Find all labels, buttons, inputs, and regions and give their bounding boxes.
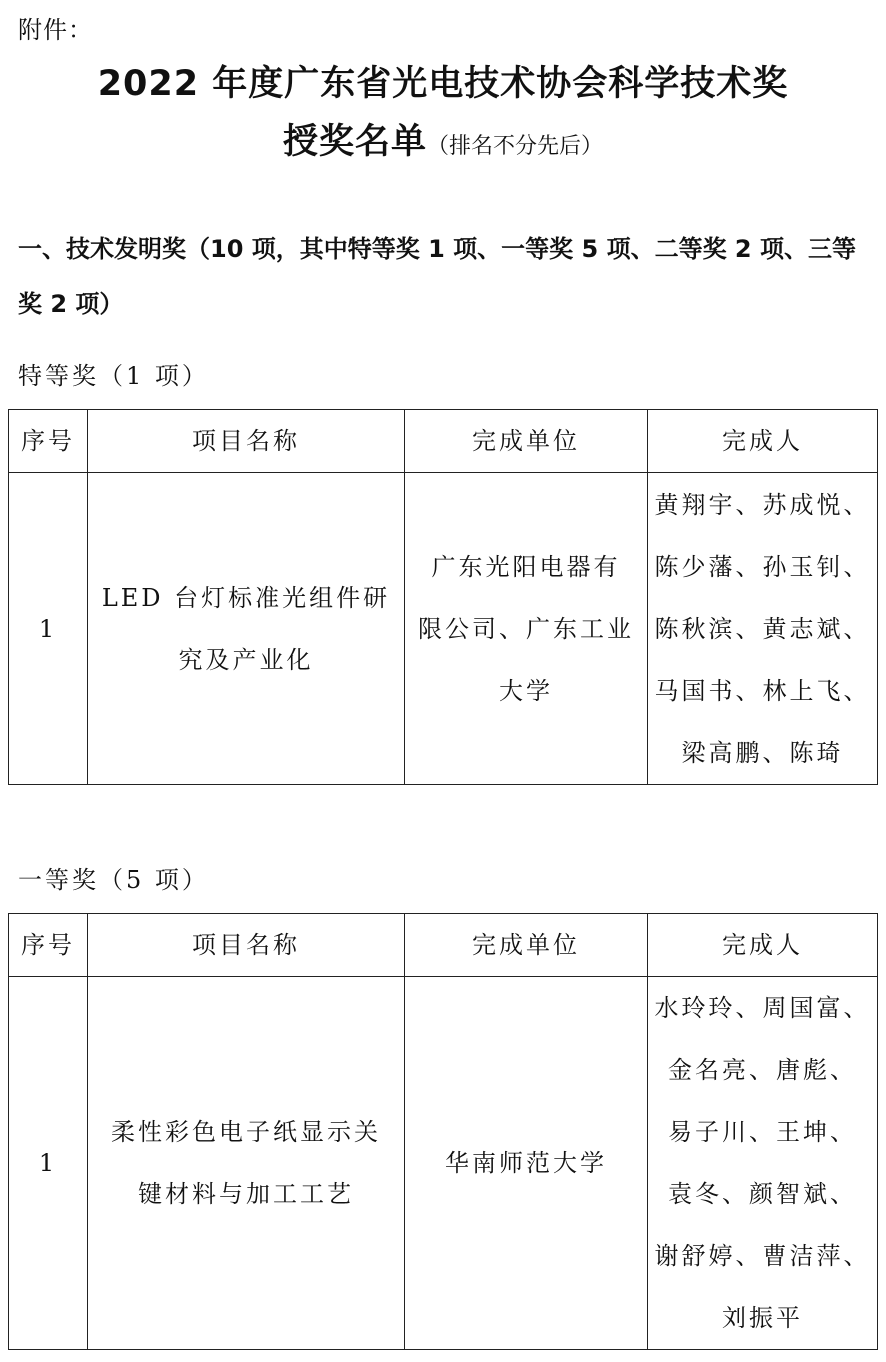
unit-line: 大学 <box>499 676 553 705</box>
people-line: 陈少藩、孙玉钊、 <box>654 552 871 581</box>
header-unit: 完成单位 <box>405 410 648 473</box>
people-line: 金名亮、唐彪、 <box>668 1056 857 1084</box>
people-line: 谢舒婷、曹洁萍、 <box>654 1242 871 1270</box>
award-level-heading-special: 特等奖（1 项） <box>18 362 209 390</box>
unit-line: 广东光阳电器有 <box>431 552 621 581</box>
cell-unit <box>405 977 648 1350</box>
unit-line: 限公司、广东工业 <box>418 614 634 643</box>
people-line: 易子川、王坤、 <box>668 1118 857 1146</box>
project-line: 柔性彩色电子纸显示关 <box>111 1118 381 1146</box>
subtitle-note: （排名不分先后） <box>427 134 604 159</box>
people-line: 刘振平 <box>722 1304 803 1332</box>
cell-people <box>648 473 878 785</box>
cell-project <box>88 473 405 785</box>
people-line: 梁高鹏、陈琦 <box>681 738 844 767</box>
people-line: 袁冬、颜智斌、 <box>668 1180 857 1208</box>
award-level-heading-first: 一等奖（5 项） <box>18 866 209 894</box>
header-people: 完成人 <box>648 914 878 977</box>
header-no: 序号 <box>9 914 88 977</box>
cell-project <box>88 977 405 1350</box>
award-table-special <box>8 409 878 785</box>
unit-line: 华南师范大学 <box>445 1149 607 1177</box>
header-project: 项目名称 <box>88 914 405 977</box>
cell-unit <box>405 473 648 785</box>
cell-no: 1 <box>9 977 88 1350</box>
document-title: 2022 年度广东省光电技术协会科学技术奖 <box>97 64 789 104</box>
people-line: 陈秋滨、黄志斌、 <box>654 614 871 643</box>
project-line: 究及产业化 <box>178 645 314 674</box>
attachment-label: 附件： <box>18 16 93 44</box>
people-line: 黄翔宇、苏成悦、 <box>654 490 871 519</box>
cell-no: 1 <box>9 473 88 785</box>
document-subtitle <box>0 114 886 164</box>
header-project: 项目名称 <box>88 410 405 473</box>
section-heading-technical-invention: 一、技术发明奖（10 项，其中特等奖 1 项、一等奖 5 项、二等奖 2 项、三等奖 2 项） <box>18 235 856 318</box>
project-line: LED 台灯标准光组件研 <box>101 583 391 612</box>
cell-people <box>648 977 878 1350</box>
people-line: 水玲玲、周国富、 <box>654 994 871 1022</box>
award-table-first <box>8 913 878 1350</box>
subtitle-main: 授奖名单 <box>282 122 427 162</box>
people-line: 马国书、林上飞、 <box>654 676 871 705</box>
header-no: 序号 <box>9 410 88 473</box>
header-people: 完成人 <box>648 410 878 473</box>
table-header-row <box>9 410 878 473</box>
table-header-row <box>9 914 878 977</box>
table-row <box>9 977 878 1350</box>
header-unit: 完成单位 <box>405 914 648 977</box>
project-line: 键材料与加工工艺 <box>138 1180 354 1208</box>
table-row <box>9 473 878 785</box>
